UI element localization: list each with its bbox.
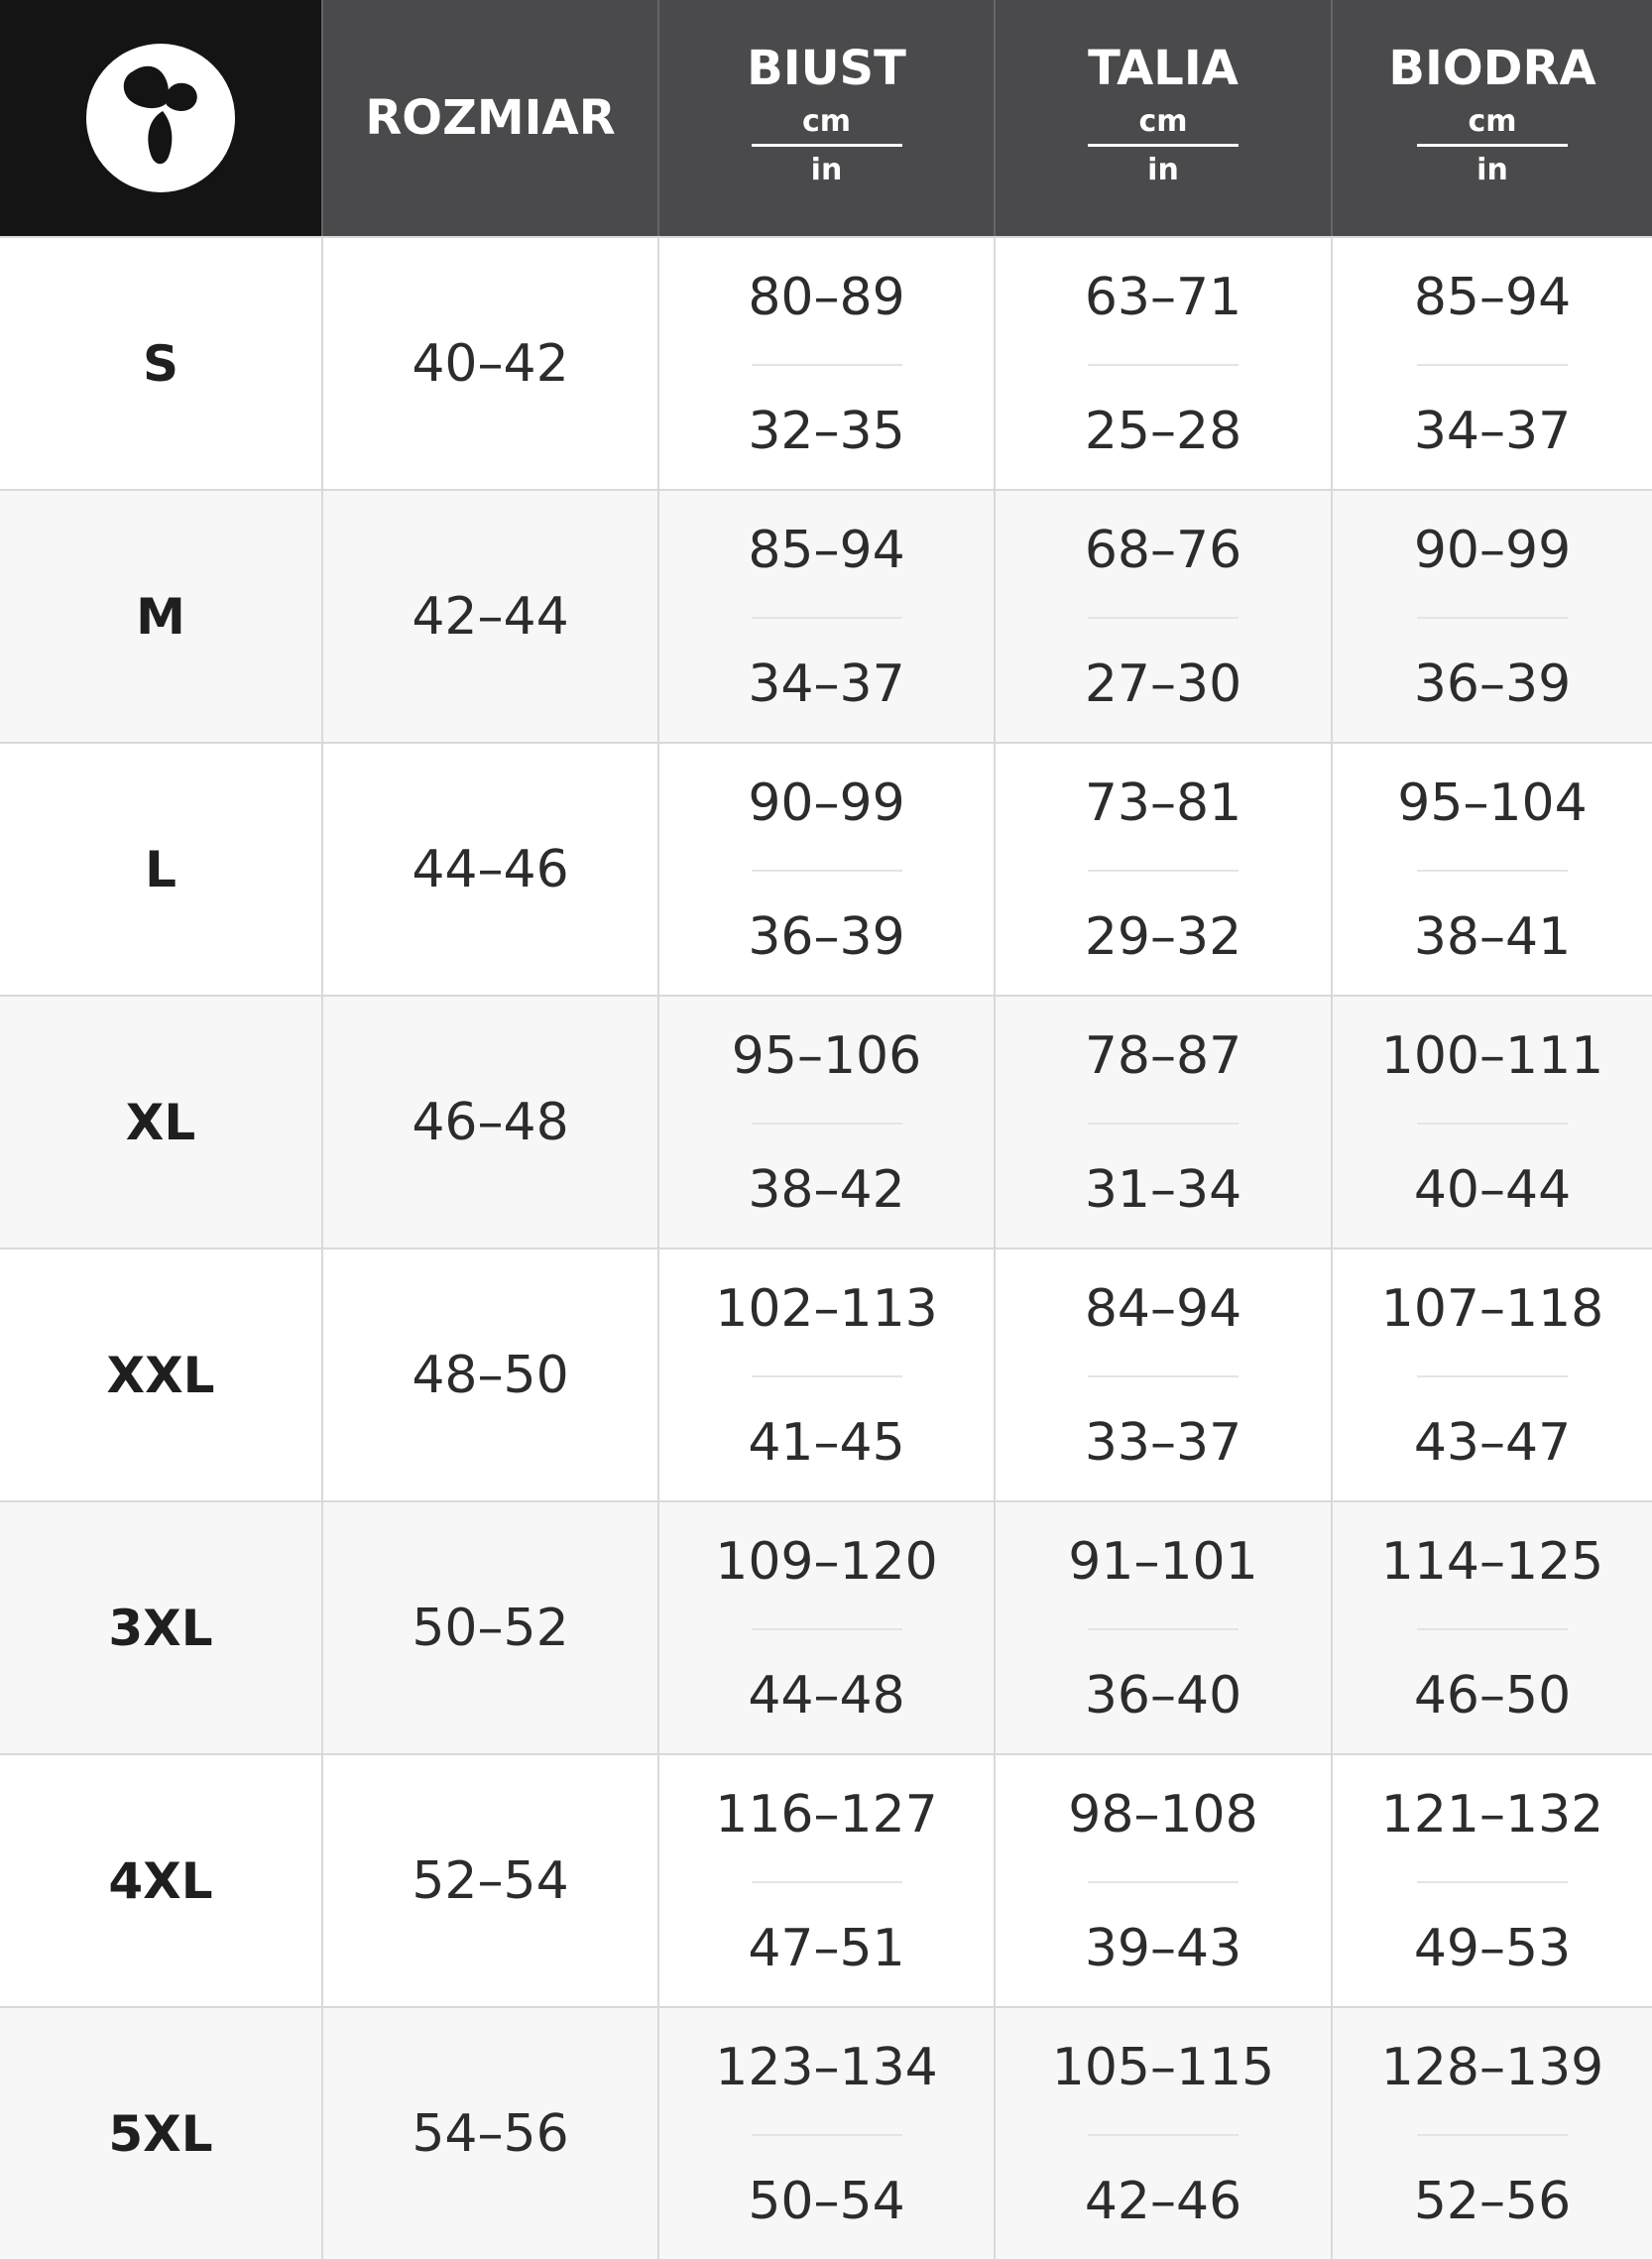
size-label: L [145,840,177,898]
waist-unit-divider [1088,144,1239,147]
hips-in: 46–50 [1413,1666,1572,1725]
bust-in: 32–35 [748,402,905,461]
size-range-cell [321,489,657,742]
hips-in: 34–37 [1413,402,1572,461]
divider [752,1628,902,1630]
bust-cm: 85–94 [748,521,905,580]
hips-cell [1331,995,1652,1248]
size-label-cell [0,236,321,489]
divider [1417,1881,1568,1883]
waist-cm: 91–101 [1068,1532,1258,1592]
waist-cell [994,236,1331,489]
size-range: 50–52 [412,1598,569,1658]
bust-cm: 123–134 [715,2038,938,2097]
hips-unit-in: in [1476,152,1508,187]
size-range: 54–56 [412,2103,569,2164]
divider [1088,870,1239,872]
divider [752,1881,902,1883]
bust-cell [657,236,994,489]
bust-cell [657,995,994,1248]
divider [1417,1375,1568,1377]
divider [752,2134,902,2136]
hips-unit-divider [1417,144,1568,147]
bust-cm: 116–127 [715,1785,938,1844]
waist-cm: 98–108 [1068,1785,1258,1844]
bust-in: 38–42 [748,1160,905,1220]
size-label: 5XL [108,2104,213,2163]
divider [752,1375,902,1377]
bust-unit-divider [752,144,902,147]
size-label-cell [0,2006,321,2259]
bust-in: 36–39 [748,907,905,967]
hips-cm: 114–125 [1380,1532,1604,1592]
hips-cm: 90–99 [1413,521,1572,580]
divider [1088,1375,1239,1377]
waist-cm: 73–81 [1084,773,1242,833]
divider [752,870,902,872]
waist-in: 29–32 [1084,907,1242,967]
hips-cell [1331,1753,1652,2006]
hips-cell [1331,1248,1652,1500]
hips-column-header [1331,0,1652,236]
waist-cell [994,2006,1331,2259]
divider [1417,1628,1568,1630]
bust-in: 34–37 [748,654,905,714]
hips-in: 40–44 [1413,1160,1572,1220]
size-header-label: ROZMIAR [365,90,616,146]
waist-header-label: TALIA [1088,40,1239,96]
size-label-cell [0,1248,321,1500]
waist-in: 25–28 [1084,402,1242,461]
size-range: 44–46 [412,839,569,899]
logo [86,44,235,192]
divider [752,1123,902,1125]
waist-cm: 68–76 [1084,521,1242,580]
waist-cell [994,489,1331,742]
hips-in: 43–47 [1413,1413,1572,1473]
waist-unit-in: in [1147,152,1179,187]
logo-cell [0,0,321,236]
size-range-cell [321,995,657,1248]
size-range-cell [321,2006,657,2259]
size-range-cell [321,236,657,489]
hips-in: 52–56 [1413,2172,1572,2231]
waist-cm: 105–115 [1051,2038,1275,2097]
size-label: M [136,587,185,646]
hips-cell [1331,236,1652,489]
butterfly-icon [111,63,210,173]
waist-in: 39–43 [1084,1919,1242,1978]
bust-cell [657,2006,994,2259]
bust-unit-in: in [810,152,843,187]
size-column-header [321,0,657,236]
divider [1088,364,1239,366]
size-range: 42–44 [412,586,569,647]
hips-in: 36–39 [1413,654,1572,714]
divider [1088,617,1239,619]
hips-cm: 107–118 [1380,1279,1604,1339]
waist-cm: 78–87 [1084,1026,1242,1086]
hips-cm: 95–104 [1397,773,1588,833]
divider [1417,364,1568,366]
waist-in: 27–30 [1084,654,1242,714]
divider [752,364,902,366]
size-label-cell [0,742,321,995]
waist-cm: 63–71 [1084,268,1242,327]
hips-cm: 85–94 [1413,268,1572,327]
size-label: S [142,334,178,393]
waist-cell [994,1753,1331,2006]
waist-in: 42–46 [1084,2172,1242,2231]
waist-cell [994,995,1331,1248]
size-label-cell [0,1753,321,2006]
divider [752,617,902,619]
waist-cell [994,742,1331,995]
size-label: XXL [106,1346,215,1404]
hips-cell [1331,742,1652,995]
size-label: 4XL [108,1851,213,1910]
hips-cm: 128–139 [1380,2038,1604,2097]
size-range-cell [321,1500,657,1753]
hips-header-label: BIODRA [1388,40,1596,96]
waist-unit-cm: cm [1138,103,1188,139]
bust-cm: 80–89 [748,268,905,327]
bust-cell [657,742,994,995]
divider [1088,1628,1239,1630]
size-range-cell [321,1248,657,1500]
divider [1417,870,1568,872]
hips-cell [1331,1500,1652,1753]
hips-cell [1331,489,1652,742]
bust-cell [657,1753,994,2006]
size-label: 3XL [108,1599,213,1657]
size-label-cell [0,489,321,742]
hips-cm: 100–111 [1380,1026,1604,1086]
bust-cell [657,489,994,742]
size-label-cell [0,995,321,1248]
size-range: 46–48 [412,1092,569,1152]
waist-in: 33–37 [1084,1413,1242,1473]
bust-in: 41–45 [748,1413,905,1473]
bust-cm: 90–99 [748,773,905,833]
size-label: XL [125,1093,196,1151]
waist-cell [994,1248,1331,1500]
bust-cell [657,1248,994,1500]
bust-in: 50–54 [748,2172,905,2231]
bust-in: 47–51 [748,1919,905,1978]
hips-cm: 121–132 [1380,1785,1604,1844]
hips-in: 38–41 [1413,907,1572,967]
bust-header-label: BIUST [747,40,906,96]
bust-in: 44–48 [748,1666,905,1725]
divider [1088,1881,1239,1883]
waist-in: 36–40 [1084,1666,1242,1725]
size-range-cell [321,1753,657,2006]
waist-cm: 84–94 [1084,1279,1242,1339]
waist-in: 31–34 [1084,1160,1242,1220]
size-range: 48–50 [412,1345,569,1405]
waist-cell [994,1500,1331,1753]
bust-cell [657,1500,994,1753]
bust-unit-cm: cm [801,103,852,139]
divider [1417,617,1568,619]
divider [1417,1123,1568,1125]
hips-cell [1331,2006,1652,2259]
size-label-cell [0,1500,321,1753]
divider [1088,2134,1239,2136]
size-range-cell [321,742,657,995]
waist-column-header [994,0,1331,236]
hips-unit-cm: cm [1468,103,1517,139]
divider [1088,1123,1239,1125]
divider [1417,2134,1568,2136]
size-range: 52–54 [412,1850,569,1911]
bust-cm: 95–106 [731,1026,922,1086]
bust-cm: 109–120 [715,1532,938,1592]
bust-column-header [657,0,994,236]
hips-in: 49–53 [1413,1919,1572,1978]
size-range: 40–42 [412,333,569,394]
bust-cm: 102–113 [715,1279,938,1339]
